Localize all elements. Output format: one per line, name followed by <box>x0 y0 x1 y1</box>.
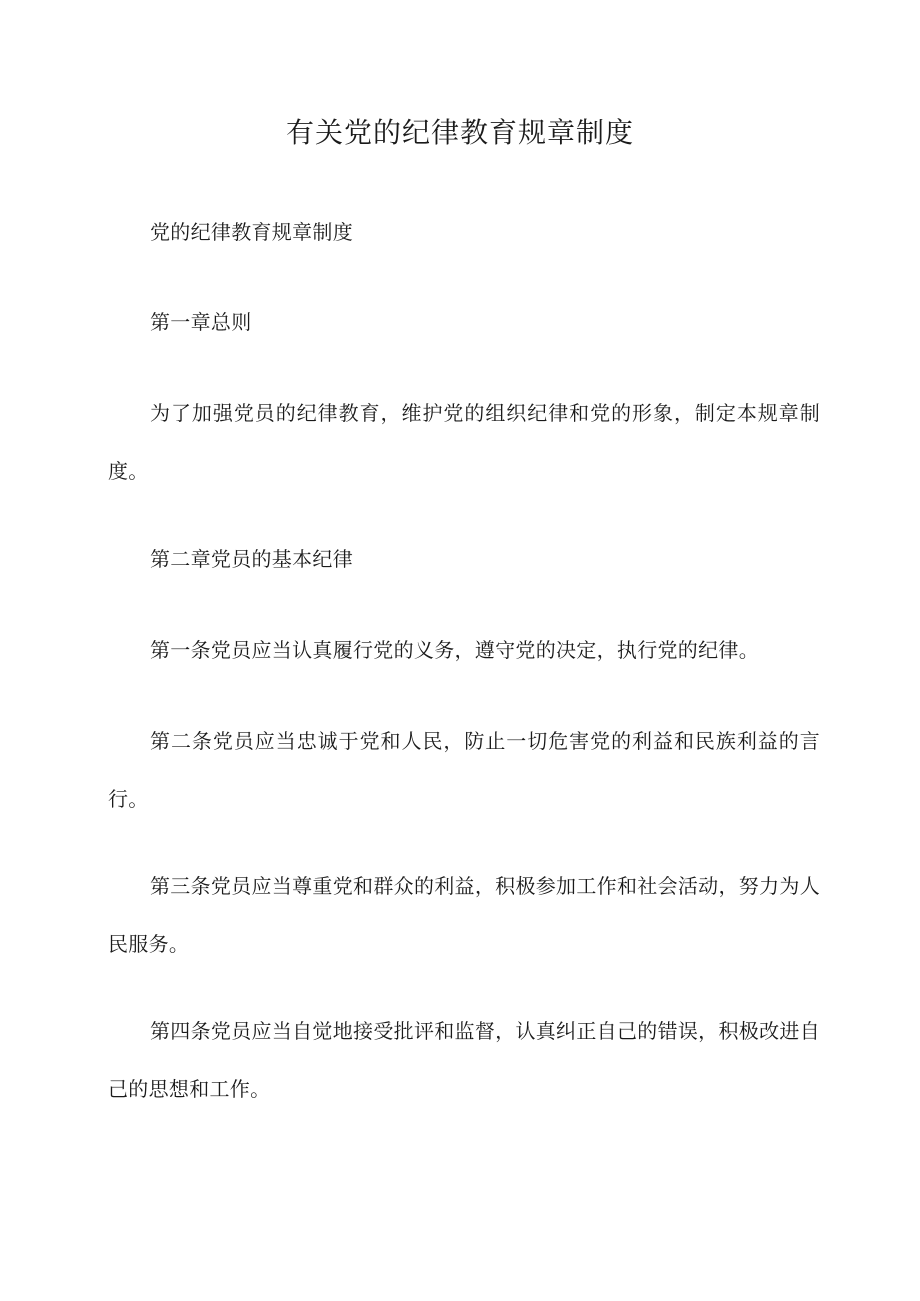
paragraph-article-4: 第四条党员应当自觉地接受批评和监督，认真纠正自己的错误，积极改进自己的思想和工作。 <box>108 1019 820 1101</box>
document-title: 有关党的纪律教育规章制度 <box>285 116 634 149</box>
paragraph-general-provisions: 为了加强党员的纪律教育，维护党的组织纪律和党的形象，制定本规章制度。 <box>108 401 820 483</box>
paragraph-chapter-2: 第二章党员的基本纪律 <box>150 547 353 571</box>
paragraph-subtitle: 党的纪律教育规章制度 <box>150 220 353 244</box>
paragraph-article-2: 第二条党员应当忠诚于党和人民，防止一切危害党的利益和民族利益的言行。 <box>108 729 820 811</box>
paragraph-chapter-1: 第一章总则 <box>150 310 252 334</box>
paragraph-article-1: 第一条党员应当认真履行党的义务，遵守党的决定，执行党的纪律。 <box>150 638 759 662</box>
paragraph-article-3: 第三条党员应当尊重党和群众的利益，积极参加工作和社会活动，努力为人民服务。 <box>108 874 820 956</box>
